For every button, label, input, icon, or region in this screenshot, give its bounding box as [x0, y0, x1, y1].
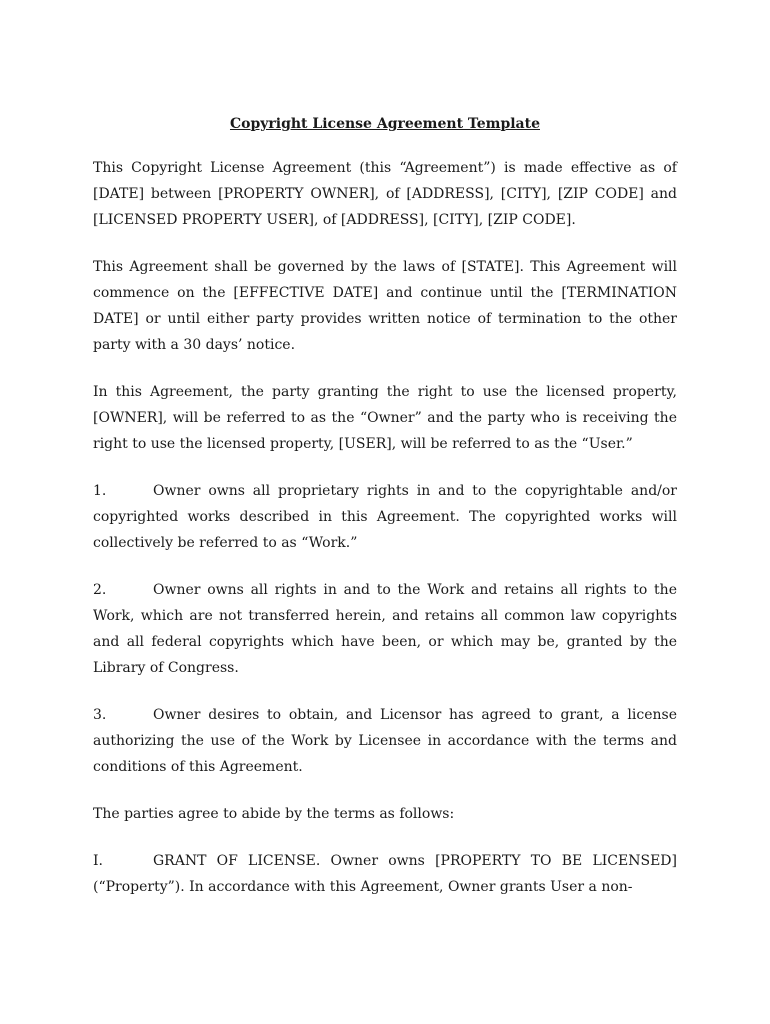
item-number: 1.: [93, 483, 107, 499]
intro-paragraph: This Copyright License Agreement (this “Agreement”) is made effective as of [DATE] between [PROPERTY OWNER], of [ADDRESS], [CITY], [ZIP CODE] and [LICENSED PROPERTY USER], of [ADDRESS], [CITY], [ZIP CODE].: [93, 160, 677, 228]
numbered-item-2: [93, 577, 677, 681]
item-text: Owner desires to obtain, and Licensor has agreed to grant, a license authorizing the use of the Work by Licensee in accordance with the terms and conditions of this Agreement.: [93, 707, 677, 775]
item-text: Owner owns all rights in and to the Work and retains all rights to the Work, which are not transferred herein, and retains all common law copyrights and all federal copyrights which have been, or which may be, granted by the Library of Congress.: [93, 582, 677, 676]
numbered-item-3: [93, 702, 677, 780]
section-text: GRANT OF LICENSE. Owner owns [PROPERTY TO BE LICENSED] (“Property”). In accordance with this Agreement, Owner grants User a non-: [93, 853, 677, 895]
numbered-item-1: [93, 478, 677, 556]
parties-paragraph: In this Agreement, the party granting the right to use the licensed property, [OWNER], will be referred to as the “Owner” and the party who is receiving the right to use the licensed property, [USER], will be referred to as the “User.”: [93, 384, 677, 452]
section-number: I.: [93, 853, 103, 869]
terms-intro-paragraph: The parties agree to abide by the terms as follows:: [93, 806, 455, 822]
governing-law-paragraph: This Agreement shall be governed by the laws of [STATE]. This Agreement will commence on the [EFFECTIVE DATE] and continue until the [TERMINATION DATE] or until either party provides written notice of termination to the other party with a 30 days’ notice.: [93, 259, 677, 353]
document-title: Copyright License Agreement Template: [229, 116, 540, 132]
item-text: Owner owns all proprietary rights in and to the copyrightable and/or copyrighted works described in this Agreement. The copyrighted works will collectively be referred to as “Work.”: [93, 483, 677, 551]
item-number: 2.: [93, 582, 107, 598]
item-number: 3.: [93, 707, 107, 723]
section-grant-of-license: [93, 848, 677, 900]
document-body: [93, 113, 677, 921]
